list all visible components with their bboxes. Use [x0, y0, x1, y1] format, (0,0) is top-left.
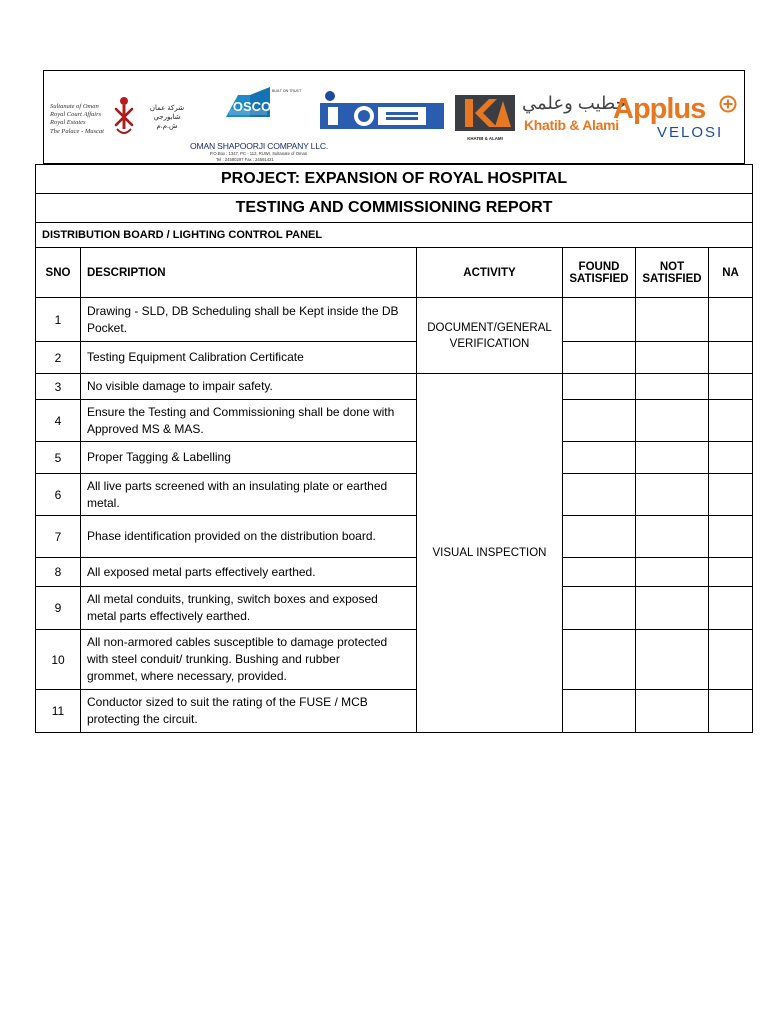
table-row	[36, 558, 753, 587]
table-row	[36, 587, 753, 630]
found-satisfied-cell[interactable]	[563, 442, 636, 474]
svg-text:OSCO: OSCO	[232, 99, 272, 114]
sultanate-text-logo: Sultanate of Oman Royal Court Affairs Royal Estates The Palace - Muscat	[50, 103, 104, 135]
not-satisfied-cell[interactable]	[636, 690, 709, 733]
found-satisfied-cell[interactable]	[563, 374, 636, 400]
na-cell[interactable]	[709, 516, 753, 558]
project-title: PROJECT: EXPANSION OF ROYAL HOSPITAL	[36, 165, 753, 194]
row-sno: 7	[36, 516, 81, 558]
na-cell[interactable]	[709, 630, 753, 690]
row-sno: 6	[36, 474, 81, 516]
not-satisfied-cell[interactable]	[636, 374, 709, 400]
found-satisfied-cell[interactable]	[563, 587, 636, 630]
activity-document-verification: DOCUMENT/GENERAL VERIFICATION	[417, 298, 563, 374]
header-na: NA	[709, 248, 753, 298]
applus-velosi-logo: Applus VELOSI	[613, 93, 741, 147]
table-row	[36, 474, 753, 516]
row-sno: 2	[36, 342, 81, 374]
row-description: All live parts screened with an insulating plate or earthed metal.	[81, 474, 417, 516]
row-description: Proper Tagging & Labelling	[81, 442, 417, 474]
table-row	[36, 374, 753, 400]
not-satisfied-cell[interactable]	[636, 630, 709, 690]
na-cell[interactable]	[709, 587, 753, 630]
row-sno: 5	[36, 442, 81, 474]
not-satisfied-cell[interactable]	[636, 474, 709, 516]
na-cell[interactable]	[709, 342, 753, 374]
report-table	[35, 164, 753, 733]
not-satisfied-cell[interactable]	[636, 400, 709, 442]
found-satisfied-cell[interactable]	[563, 474, 636, 516]
row-description: All non-armored cables susceptible to damage protected with steel conduit/ trunking. Bushing and rubber grommet, where necessary, provided.	[81, 630, 417, 690]
osc-arabic-logo: شركة عمان شابورجي ش.م.م	[149, 105, 185, 130]
na-cell[interactable]	[709, 400, 753, 442]
row-description: All metal conduits, trunking, switch boxes and exposed metal parts effectively earthed.	[81, 587, 417, 630]
not-satisfied-cell[interactable]	[636, 442, 709, 474]
row-description: Drawing - SLD, DB Scheduling shall be Kept inside the DB Pocket.	[81, 298, 417, 342]
na-cell[interactable]	[709, 442, 753, 474]
found-satisfied-cell[interactable]	[563, 516, 636, 558]
na-cell[interactable]	[709, 558, 753, 587]
table-row	[36, 690, 753, 733]
table-row	[36, 442, 753, 474]
plus-circle-icon	[719, 95, 737, 113]
na-cell[interactable]	[709, 374, 753, 400]
not-satisfied-cell[interactable]	[636, 516, 709, 558]
table-row	[36, 516, 753, 558]
row-sno: 11	[36, 690, 81, 733]
row-description: No visible damage to impair safety.	[81, 374, 417, 400]
row-sno: 1	[36, 298, 81, 342]
row-sno: 4	[36, 400, 81, 442]
found-satisfied-cell[interactable]	[563, 690, 636, 733]
oman-emblem-icon	[110, 95, 138, 139]
row-sno: 8	[36, 558, 81, 587]
row-description: Testing Equipment Calibration Certificate	[81, 342, 417, 374]
row-sno: 10	[36, 630, 81, 690]
row-description: Conductor sized to suit the rating of the FUSE / MCB protecting the circuit.	[81, 690, 417, 733]
found-satisfied-cell[interactable]	[563, 400, 636, 442]
row-sno: 9	[36, 587, 81, 630]
logo-header: Sultanate of Oman Royal Court Affairs Royal Estates The Palace - Muscat شركة عمان شابورجي ش.م.م OSCO BUILT ON TRUST OMAN SHAPOORJI COMPANY LLC. P.O.Box : 1347, PC - 112, RUWI, Sultanate of Oman Tel : 24580297 Fax : 24591421 KHATIB & ALAMI خطيب وعلمي Khatib & Alami Applus VELOSI	[43, 70, 745, 164]
header-activity: ACTIVITY	[417, 248, 563, 298]
not-satisfied-cell[interactable]	[636, 587, 709, 630]
row-sno: 3	[36, 374, 81, 400]
header-not-satisfied: NOT SATISFIED	[636, 248, 709, 298]
not-satisfied-cell[interactable]	[636, 558, 709, 587]
header-found-satisfied: FOUND SATISFIED	[563, 248, 636, 298]
found-satisfied-cell[interactable]	[563, 630, 636, 690]
row-description: All exposed metal parts effectively earthed.	[81, 558, 417, 587]
row-description: Phase identification provided on the distribution board.	[81, 516, 417, 558]
activity-visual-inspection: VISUAL INSPECTION	[417, 374, 563, 733]
table-row	[36, 342, 753, 374]
header-sno: SNO	[36, 248, 81, 298]
na-cell[interactable]	[709, 690, 753, 733]
report-title: TESTING AND COMMISSIONING REPORT	[36, 194, 753, 223]
table-row	[36, 298, 753, 342]
table-row	[36, 630, 753, 690]
not-satisfied-cell[interactable]	[636, 298, 709, 342]
ka-badge-icon	[455, 95, 515, 131]
khatib-alami-badge: KHATIB & ALAMI	[455, 95, 515, 139]
section-title: DISTRIBUTION BOARD / LIGHTING CONTROL PANEL	[36, 223, 753, 248]
row-description: Ensure the Testing and Commissioning shall be done with Approved MS & MAS.	[81, 400, 417, 442]
found-satisfied-cell[interactable]	[563, 298, 636, 342]
found-satisfied-cell[interactable]	[563, 558, 636, 587]
found-satisfied-cell[interactable]	[563, 342, 636, 374]
ice-logo	[320, 91, 444, 133]
not-satisfied-cell[interactable]	[636, 342, 709, 374]
header-description: DESCRIPTION	[81, 248, 417, 298]
na-cell[interactable]	[709, 298, 753, 342]
na-cell[interactable]	[709, 474, 753, 516]
table-row	[36, 400, 753, 442]
header-row	[36, 248, 753, 298]
